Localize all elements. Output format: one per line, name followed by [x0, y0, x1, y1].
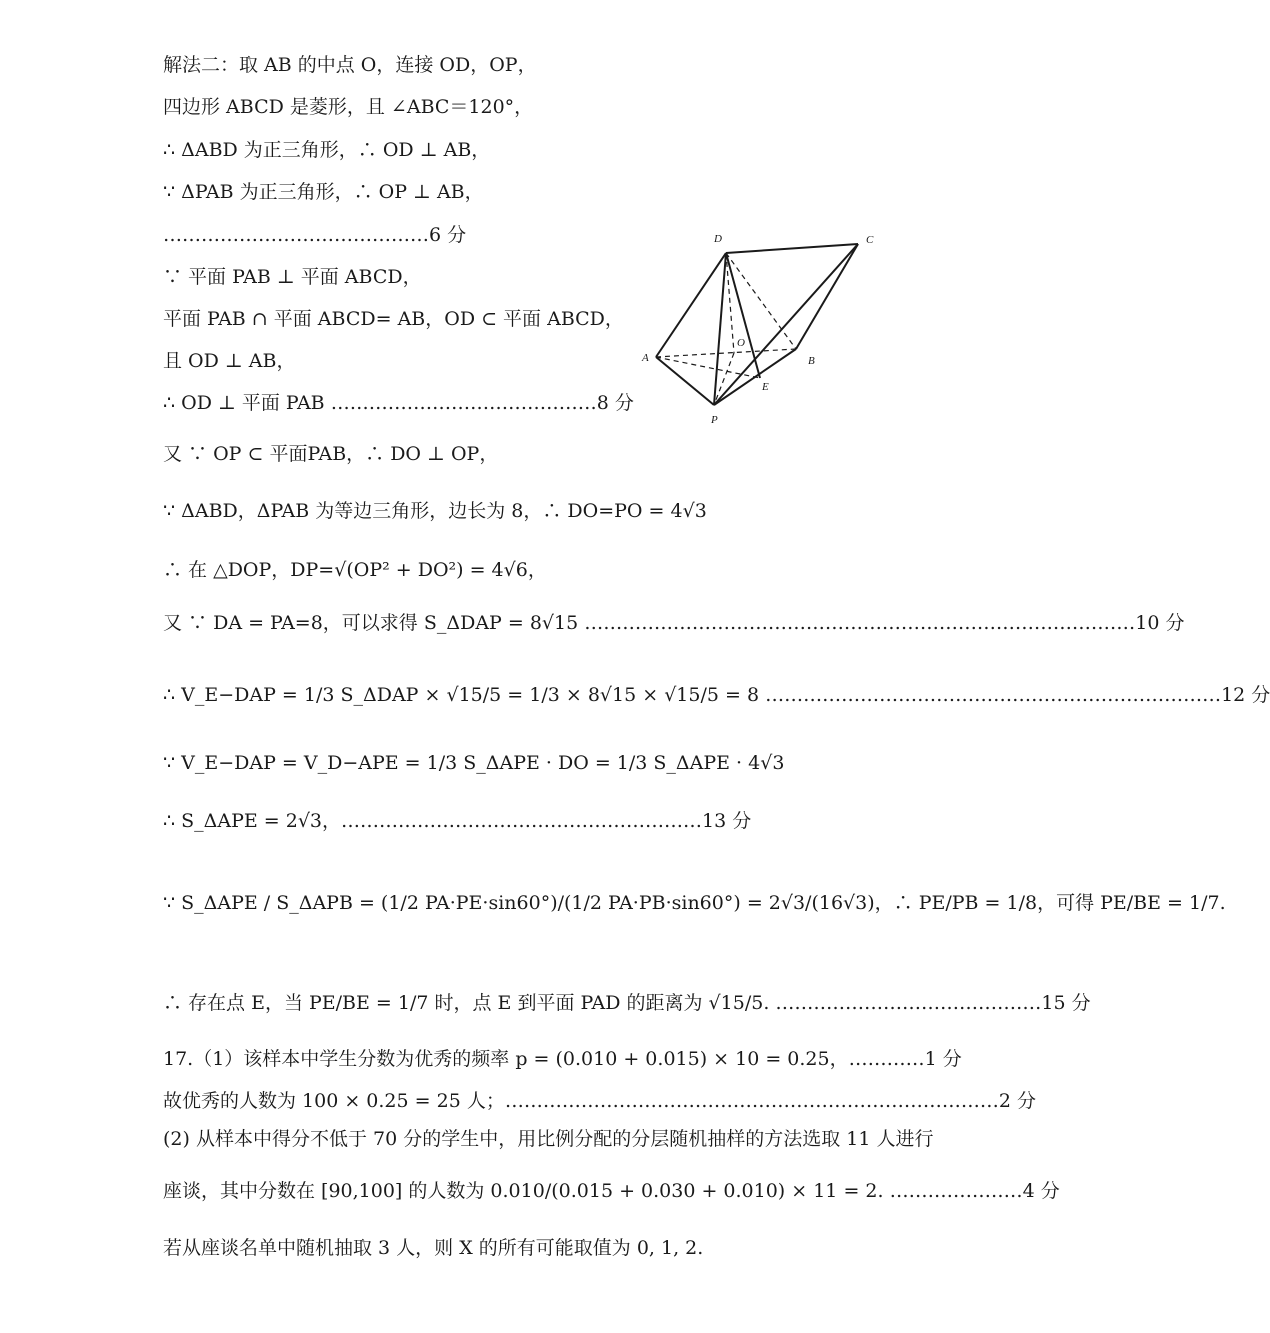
text-line-9: ∴ OD ⊥ 平面 PAB ……………………………………8 分: [163, 392, 634, 414]
text-line-3: ∴ ΔABD 为正三角形，∴ OD ⊥ AB，: [163, 139, 491, 161]
label-b: B: [808, 355, 815, 367]
text-line-13: 又 ∵ DA = PA=8，可以求得 S_ΔDAP = 8√15 ……………………………………………………………………………10 分: [163, 612, 1185, 634]
text-line-6: ∵ 平面 PAB ⊥ 平面 ABCD，: [163, 266, 422, 288]
pyramid-diagram: [636, 228, 886, 428]
label-d: D: [714, 233, 722, 245]
text-line-2: 四边形 ABCD 是菱形，且 ∠ABC＝120°，: [163, 96, 534, 118]
label-e: E: [762, 381, 769, 393]
text-line-18: ∴ 存在点 E，当 PE/BE = 1/7 时，点 E 到平面 PAD 的距离为 √15/5. ……………………………………15 分: [163, 992, 1091, 1014]
text-line-12: ∴ 在 △DOP，DP=√(OP² + DO²) = 4√6，: [163, 559, 547, 581]
text-line-14: ∴ V_E−DAP = 1/3 S_ΔDAP × √15/5 = 1/3 × 8√15 × √15/5 = 8 ………………………………………………………………12 分: [163, 684, 1270, 706]
text-line-23: 若从座谈名单中随机抽取 3 人，则 X 的所有可能取值为 0, 1, 2.: [163, 1237, 704, 1259]
text-line-8: 且 OD ⊥ AB，: [163, 350, 296, 372]
label-a: A: [642, 352, 649, 364]
text-line-19: 17.（1）该样本中学生分数为优秀的频率 p = (0.010 + 0.015) × 10 = 0.25，…………1 分: [163, 1048, 962, 1070]
text-line-11: ∵ ΔABD，ΔPAB 为等边三角形，边长为 8，∴ DO=PO = 4√3: [163, 500, 707, 522]
text-line-20: 故优秀的人数为 100 × 0.25 = 25 人；……………………………………………………………………2 分: [163, 1090, 1036, 1112]
text-line-15: ∵ V_E−DAP = V_D−APE = 1/3 S_ΔAPE · DO = 1/3 S_ΔAPE · 4√3: [163, 752, 785, 774]
text-line-1: 解法二：取 AB 的中点 O，连接 OD，OP，: [163, 54, 537, 76]
label-c: C: [866, 234, 874, 246]
text-line-21: (2) 从样本中得分不低于 70 分的学生中，用比例分配的分层随机抽样的方法选取 11 人进行: [163, 1128, 934, 1150]
text-line-17: ∵ S_ΔAPE / S_ΔAPB = (1/2 PA·PE·sin60°)/(1/2 PA·PB·sin60°) = 2√3/(16√3)，∴ PE/PB = 1/8，可得 PE/BE = 1/7.: [163, 892, 1226, 914]
text-line-16: ∴ S_ΔAPE = 2√3，…………………………………………………13 分: [163, 810, 752, 832]
label-o: O: [737, 337, 745, 349]
label-p: P: [711, 414, 718, 426]
text-line-7: 平面 PAB ∩ 平面 ABCD= AB，OD ⊂ 平面 ABCD，: [163, 308, 624, 330]
text-line-4: ∵ ΔPAB 为正三角形，∴ OP ⊥ AB，: [163, 181, 484, 203]
text-line-5: ……………………………………6 分: [163, 224, 467, 246]
text-line-22: 座谈，其中分数在 [90,100] 的人数为 0.010/(0.015 + 0.030 + 0.010) × 11 = 2. …………………4 分: [163, 1180, 1060, 1202]
text-line-10: 又 ∵ OP ⊂ 平面PAB，∴ DO ⊥ OP，: [163, 443, 499, 465]
